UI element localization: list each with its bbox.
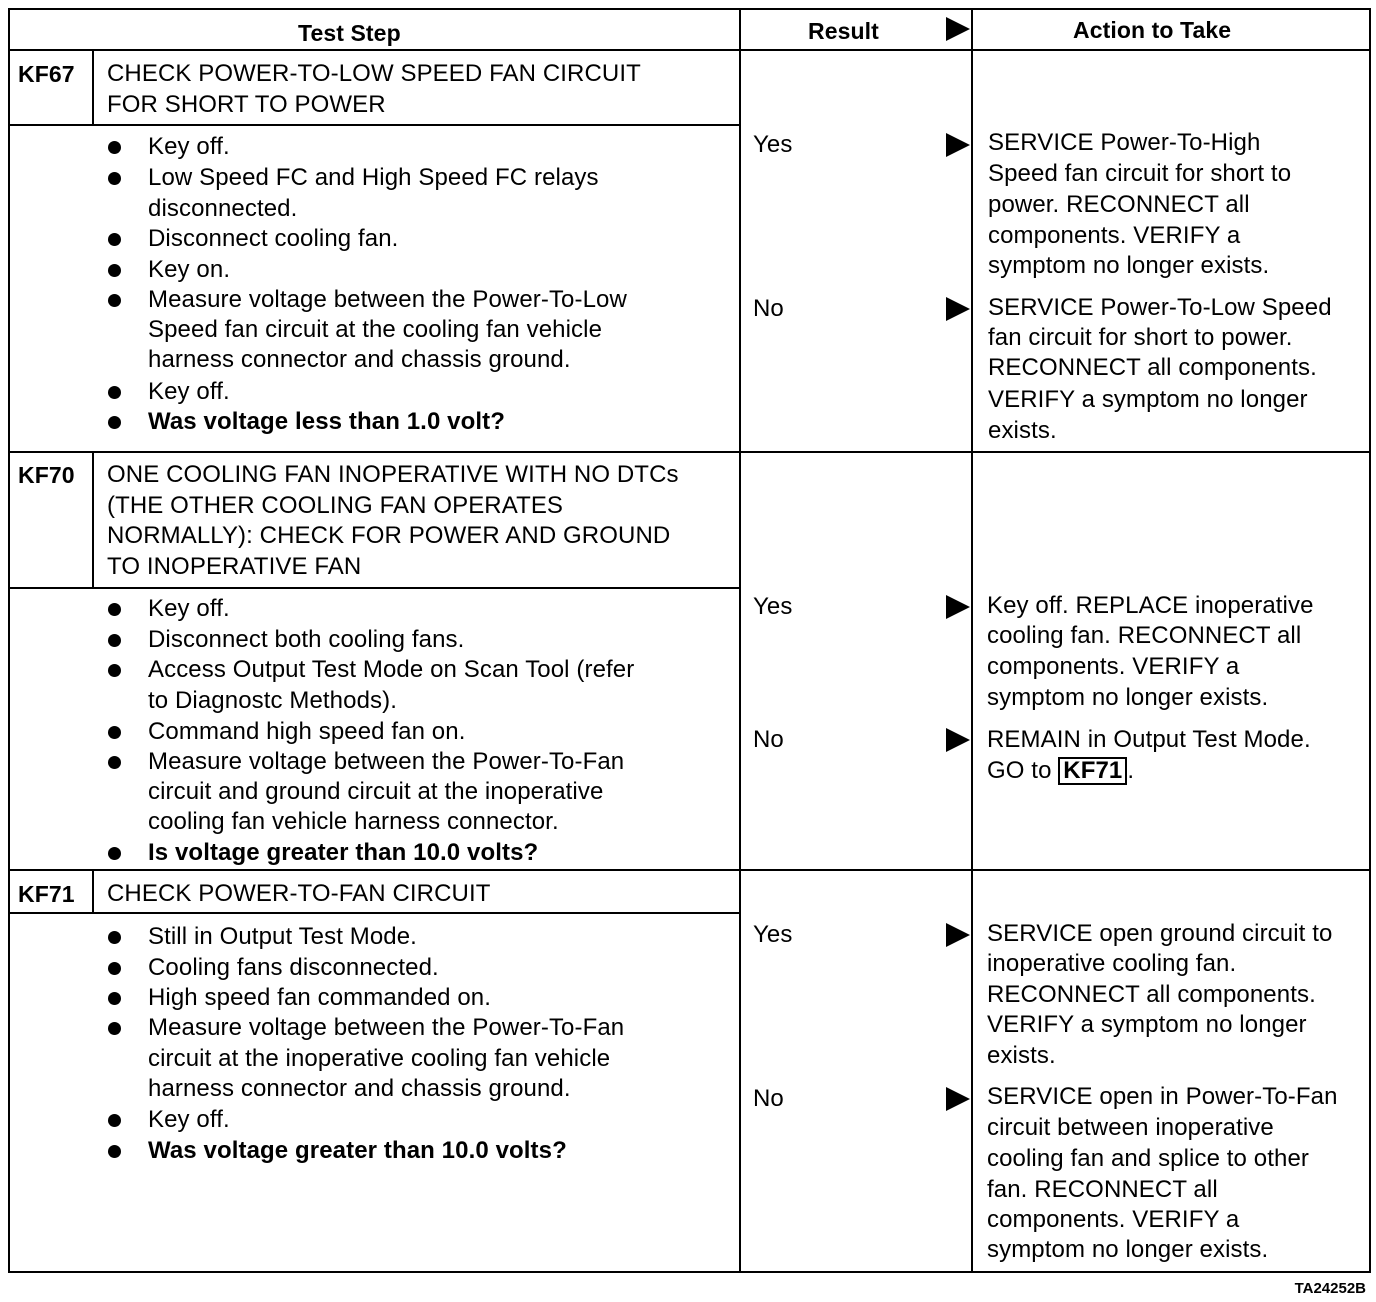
action-line: RECONNECT all components. xyxy=(988,354,1317,381)
action-line: fan circuit for short to power. xyxy=(988,324,1293,351)
bullet-dot-icon xyxy=(108,603,121,616)
result-arrow-icon xyxy=(946,297,970,321)
step-title-line: ONE COOLING FAN INOPERATIVE WITH NO DTCs xyxy=(107,461,679,488)
header-result: Result xyxy=(808,18,879,44)
check-item-line: High speed fan commanded on. xyxy=(148,984,492,1011)
check-item-line: Is voltage greater than 10.0 volts? xyxy=(148,839,539,866)
column-divider-result xyxy=(739,8,741,1271)
result-yes-label: Yes xyxy=(753,593,793,620)
action-line: REMAIN in Output Test Mode. xyxy=(987,726,1311,753)
result-yes-label: Yes xyxy=(753,131,793,158)
step-title-line: CHECK POWER-TO-LOW SPEED FAN CIRCUIT xyxy=(107,60,641,87)
action-line: RECONNECT all components. xyxy=(987,981,1316,1008)
action-line: cooling fan and splice to other xyxy=(987,1145,1309,1172)
bullet-dot-icon xyxy=(108,386,121,399)
step-title-line: TO INOPERATIVE FAN xyxy=(107,553,362,580)
goto-line xyxy=(987,756,1134,786)
step-title-line: NORMALLY): CHECK FOR POWER AND GROUND xyxy=(107,522,671,549)
result-yes-label: Yes xyxy=(753,921,793,948)
figure-id: TA24252B xyxy=(1294,1280,1366,1297)
bullet-dot-icon xyxy=(108,233,121,246)
check-item-line: Measure voltage between the Power-To-Fan xyxy=(148,748,625,775)
check-item-line: Measure voltage between the Power-To-Fan xyxy=(148,1014,625,1041)
step-title-line: (THE OTHER COOLING FAN OPERATES xyxy=(107,492,564,519)
step-id-kf71: KF71 xyxy=(18,881,75,907)
check-item-line: Low Speed FC and High Speed FC relays xyxy=(148,164,599,191)
bullet-dot-icon xyxy=(108,1114,121,1127)
bullet-dot-icon xyxy=(108,416,121,429)
result-arrow-icon xyxy=(946,923,970,947)
bullet-dot-icon xyxy=(108,172,121,185)
action-line: exists. xyxy=(988,417,1057,444)
check-item-line: Key off. xyxy=(148,133,230,160)
step-id-kf70: KF70 xyxy=(18,462,75,488)
check-item-line: Cooling fans disconnected. xyxy=(148,954,439,981)
bullet-dot-icon xyxy=(108,962,121,975)
row-divider-kf71 xyxy=(8,869,1369,871)
bullet-dot-icon xyxy=(108,847,121,860)
table-border-bottom xyxy=(8,1271,1371,1273)
result-arrow-icon xyxy=(946,728,970,752)
bullet-dot-icon xyxy=(108,726,121,739)
result-arrow-icon xyxy=(946,133,970,157)
action-line: symptom no longer exists. xyxy=(987,1236,1269,1263)
action-line: SERVICE Power-To-Low Speed xyxy=(988,294,1332,321)
action-line: VERIFY a symptom no longer xyxy=(988,386,1308,413)
check-item-line: harness connector and chassis ground. xyxy=(148,1075,571,1102)
result-arrow-icon xyxy=(946,1087,970,1111)
table-border-right xyxy=(1369,8,1371,1273)
check-item-line: Command high speed fan on. xyxy=(148,718,466,745)
action-line: inoperative cooling fan. xyxy=(987,950,1237,977)
check-item-line: Key on. xyxy=(148,256,231,283)
check-item-line: Disconnect cooling fan. xyxy=(148,225,399,252)
id-divider-kf67 xyxy=(92,49,94,124)
action-line: VERIFY a symptom no longer xyxy=(987,1011,1307,1038)
check-item-line: circuit at the inoperative cooling fan vehicle xyxy=(148,1045,611,1072)
bullet-dot-icon xyxy=(108,1145,121,1158)
result-no-label: No xyxy=(753,726,784,753)
action-line: cooling fan. RECONNECT all xyxy=(987,622,1302,649)
action-line: SERVICE Power-To-High xyxy=(988,129,1261,156)
bullet-dot-icon xyxy=(108,756,121,769)
action-line: components. VERIFY a xyxy=(988,222,1241,249)
action-line: components. VERIFY a xyxy=(987,1206,1240,1233)
id-divider-kf71 xyxy=(92,869,94,912)
table-border-left xyxy=(8,8,10,1273)
check-item-line: Disconnect both cooling fans. xyxy=(148,626,465,653)
column-divider-action xyxy=(971,8,973,1271)
check-item-line: Key off. xyxy=(148,1106,230,1133)
action-line: circuit between inoperative xyxy=(987,1114,1274,1141)
goto-step-ref-link[interactable]: KF71 xyxy=(1058,757,1127,785)
header-action: Action to Take xyxy=(1073,17,1232,43)
check-item-line: disconnected. xyxy=(148,195,298,222)
check-item-line: Access Output Test Mode on Scan Tool (refer xyxy=(148,656,635,683)
bullet-dot-icon xyxy=(108,294,121,307)
result-no-label: No xyxy=(753,1085,784,1112)
step-title-line: CHECK POWER-TO-FAN CIRCUIT xyxy=(107,880,491,907)
result-no-label: No xyxy=(753,295,784,322)
bullet-dot-icon xyxy=(108,634,121,647)
title-underline-kf70 xyxy=(8,587,739,589)
step-title-line: FOR SHORT TO POWER xyxy=(107,91,386,118)
title-underline-kf67 xyxy=(8,124,739,126)
action-line: symptom no longer exists. xyxy=(987,684,1269,711)
action-line: exists. xyxy=(987,1042,1056,1069)
check-item-line: Key off. xyxy=(148,595,230,622)
check-item-line: to Diagnostc Methods). xyxy=(148,687,397,714)
row-divider-kf70 xyxy=(8,451,1369,453)
action-line: SERVICE open ground circuit to xyxy=(987,920,1333,947)
check-item-line: cooling fan vehicle harness connector. xyxy=(148,808,559,835)
goto-prefix: GO to xyxy=(987,757,1059,784)
id-divider-kf70 xyxy=(92,451,94,587)
table-border-top xyxy=(8,8,1371,10)
header-arrow-icon xyxy=(946,17,970,41)
bullet-dot-icon xyxy=(108,141,121,154)
action-line: power. RECONNECT all xyxy=(988,191,1250,218)
bullet-dot-icon xyxy=(108,664,121,677)
check-item-line: Speed fan circuit at the cooling fan vehicle xyxy=(148,316,603,343)
bullet-dot-icon xyxy=(108,931,121,944)
action-line: Speed fan circuit for short to xyxy=(988,160,1292,187)
bullet-dot-icon xyxy=(108,992,121,1005)
check-item-line: harness connector and chassis ground. xyxy=(148,346,571,373)
action-line: fan. RECONNECT all xyxy=(987,1176,1218,1203)
title-underline-kf71 xyxy=(8,912,739,914)
action-line: components. VERIFY a xyxy=(987,653,1240,680)
bullet-dot-icon xyxy=(108,1022,121,1035)
check-item-line: Measure voltage between the Power-To-Low xyxy=(148,286,627,313)
action-line: Key off. REPLACE inoperative xyxy=(987,592,1314,619)
check-item-line: Was voltage greater than 10.0 volts? xyxy=(148,1137,567,1164)
result-arrow-icon xyxy=(946,595,970,619)
header-test-step: Test Step xyxy=(298,20,401,46)
step-id-kf67: KF67 xyxy=(18,61,75,87)
check-item-line: Was voltage less than 1.0 volt? xyxy=(148,408,505,435)
bullet-dot-icon xyxy=(108,264,121,277)
check-item-line: Key off. xyxy=(148,378,230,405)
header-underline xyxy=(8,49,1369,51)
action-line: symptom no longer exists. xyxy=(988,252,1270,279)
check-item-line: circuit and ground circuit at the inoperative xyxy=(148,778,604,805)
goto-suffix: . xyxy=(1127,757,1135,784)
check-item-line: Still in Output Test Mode. xyxy=(148,923,417,950)
action-line: SERVICE open in Power-To-Fan xyxy=(987,1083,1338,1110)
